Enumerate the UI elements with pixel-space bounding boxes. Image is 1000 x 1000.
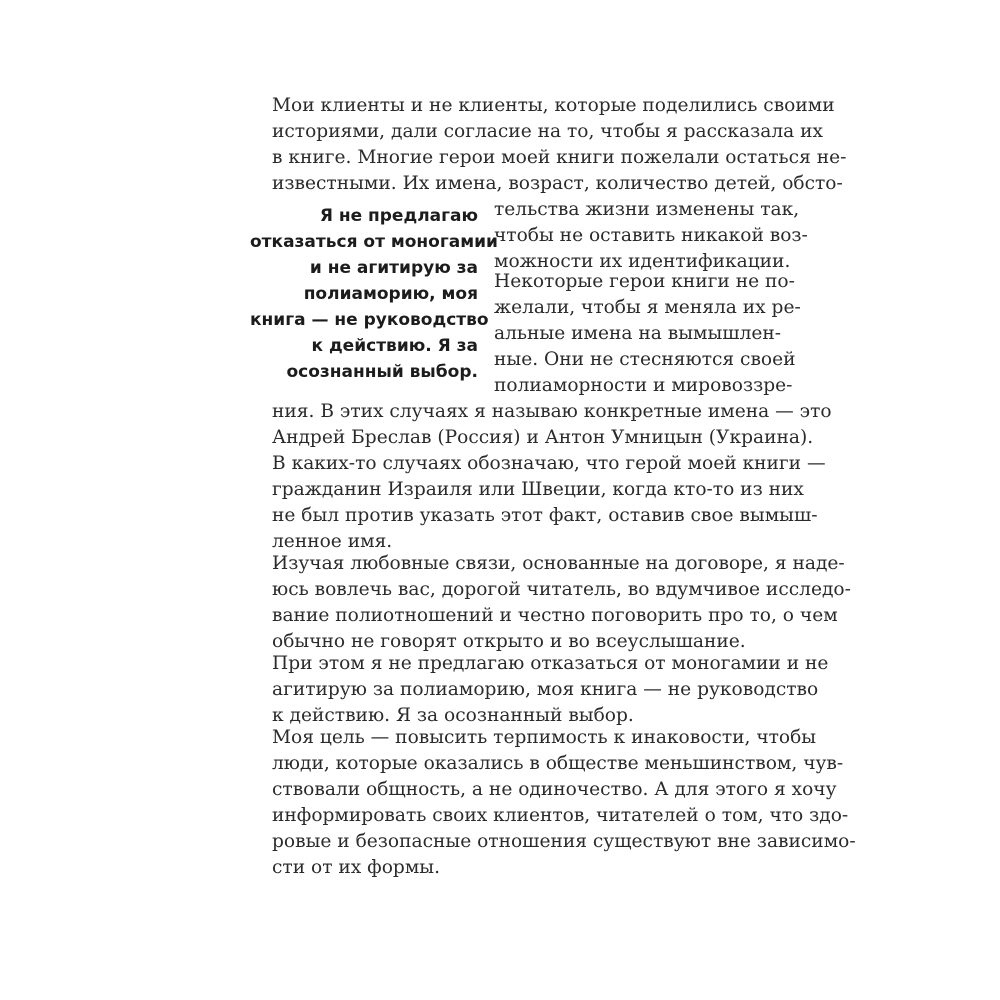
text-line: Изучая любовные связи, основанные на договоре, я наде- bbox=[272, 553, 845, 574]
text-line: Андрей Бреслав (Россия) и Антон Умницын (Украина). bbox=[272, 427, 814, 448]
text-line: гражданин Израиля или Швеции, когда кто-то из них bbox=[272, 479, 804, 500]
text-line: ные. Они не стесняются своей bbox=[494, 349, 796, 370]
text-line: Моя цель — повысить терпимость к инаковости, чтобы bbox=[272, 727, 817, 748]
text-line: альные имена на вымышлен- bbox=[494, 323, 782, 344]
text-line: люди, которые оказались в обществе меньшинством, чув- bbox=[272, 753, 844, 774]
text-line: агитирую за полиаморию, моя книга — не руководство bbox=[272, 679, 819, 700]
text-line: Некоторые герои книги не по- bbox=[494, 271, 795, 292]
text-line: информировать своих клиентов, читателей о том, что здо- bbox=[272, 805, 849, 826]
pull-quote-line: книга — не руководство bbox=[250, 310, 489, 330]
pull-quote-line: полиаморию, моя bbox=[303, 284, 478, 304]
pull-quote-line: отказаться от моногамии bbox=[250, 232, 498, 252]
pull-quote-line: и не агитирую за bbox=[309, 258, 478, 278]
text-line: в книге. Многие герои моей книги пожелали остаться не- bbox=[272, 147, 847, 168]
text-line: ния. В этих случаях я называю конкретные имена — это bbox=[272, 401, 832, 422]
text-line: ровые и безопасные отношения существуют вне зависимо- bbox=[272, 831, 856, 852]
text-line: известными. Их имена, возраст, количество детей, обсто- bbox=[272, 173, 843, 194]
text-line: При этом я не предлагаю отказаться от моногамии и не bbox=[272, 653, 829, 674]
text-line: Мои клиенты и не клиенты, которые поделились своими bbox=[272, 95, 835, 116]
text-line: чтобы не оставить никакой воз- bbox=[494, 225, 808, 246]
text-line: не был против указать этот факт, оставив свое вымыш- bbox=[272, 505, 818, 526]
text-line: полиаморности и мировоззре- bbox=[494, 375, 793, 396]
pull-quote-line: осознанный выбор. bbox=[286, 362, 478, 382]
text-line: к действию. Я за осознанный выбор. bbox=[272, 705, 634, 726]
text-line: В каких-то случаях обозначаю, что герой моей книги — bbox=[272, 453, 826, 474]
text-line: сти от их формы. bbox=[272, 857, 441, 878]
text-line: юсь вовлечь вас, дорогой читатель, во вдумчивое исследо- bbox=[272, 579, 851, 600]
text-line: тельства жизни изменены так, bbox=[494, 199, 800, 220]
pull-quote-line: Я не предлагаю bbox=[319, 206, 478, 226]
text-line: можности их идентификации. bbox=[494, 251, 791, 272]
text-line: желали, чтобы я меняла их ре- bbox=[494, 297, 801, 318]
text-line: вание полиотношений и честно поговорить про то, о чем bbox=[272, 605, 838, 626]
pull-quote-line: к действию. Я за bbox=[311, 336, 478, 356]
text-line: обычно не говорят открыто и во всеуслышание. bbox=[272, 631, 746, 652]
text-line: историями, дали согласие на то, чтобы я рассказала их bbox=[272, 121, 824, 142]
text-line: ствовали общность, а не одиночество. А для этого я хочу bbox=[272, 779, 837, 800]
text-line: ленное имя. bbox=[272, 531, 393, 552]
